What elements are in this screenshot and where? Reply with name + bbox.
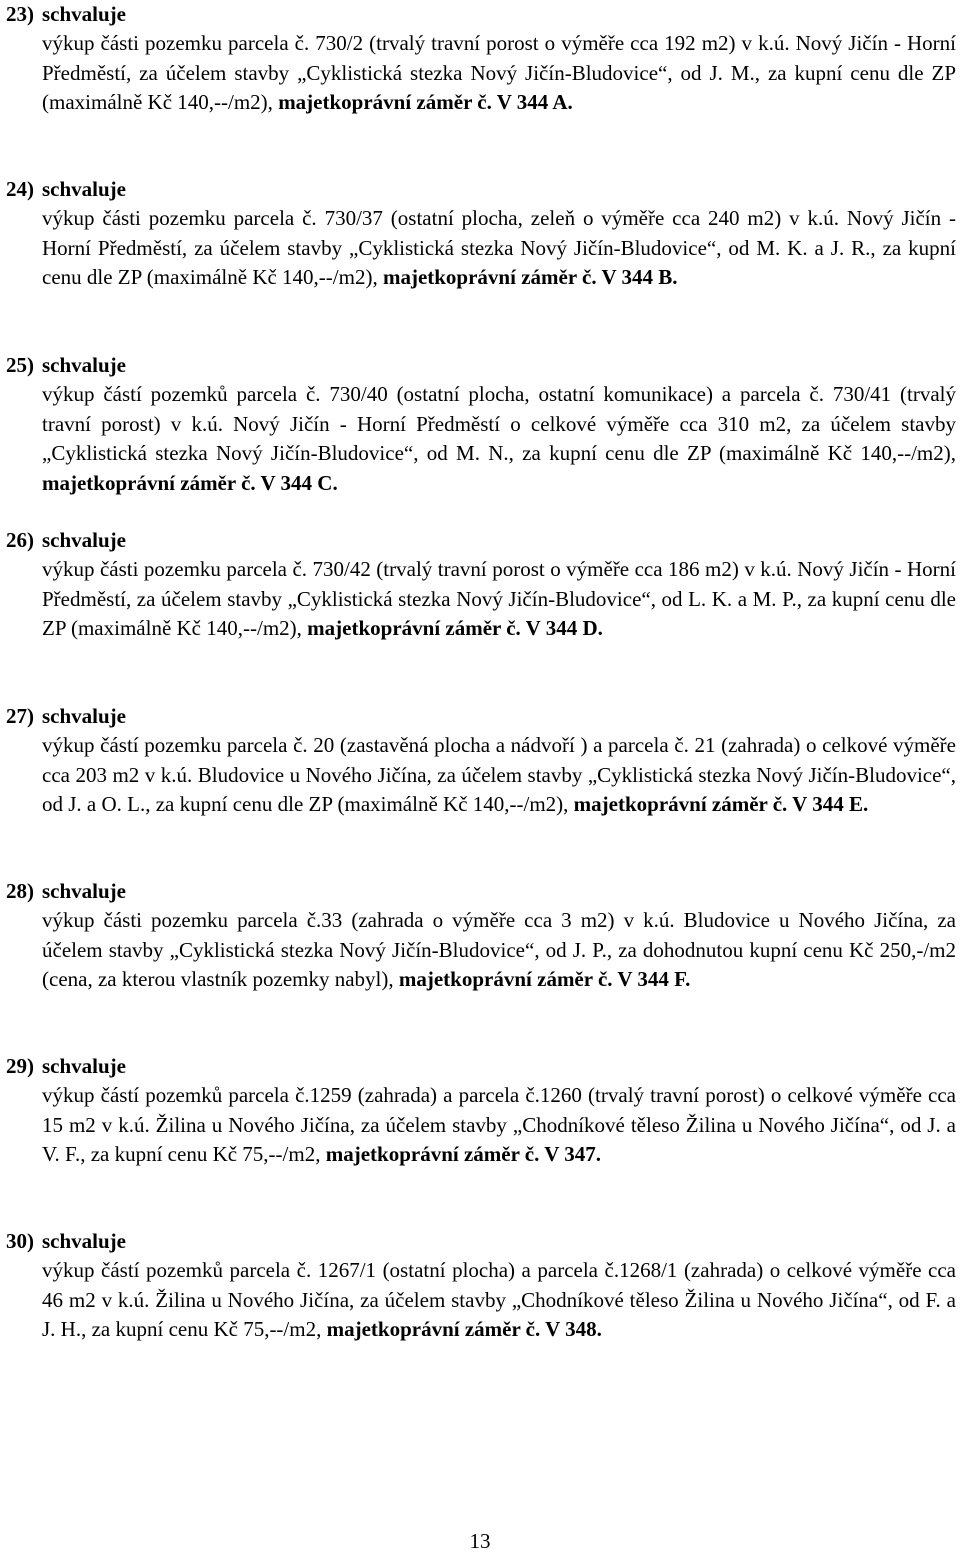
resolution-item-26 bbox=[6, 526, 956, 644]
item-heading bbox=[6, 702, 956, 731]
item-heading bbox=[6, 0, 956, 29]
item-body: výkup části pozemku parcela č. 730/2 (trvalý travní porost o výměře cca 192 m2) v k.ú. Nový Jičín - Horní Předměstí, za účelem stavby „Cyklistická stezka Nový Jičín-Bludovice“, od J. M., za kupní cenu dle ZP (maximálně Kč 140,--/m2), bbox=[42, 31, 956, 114]
item-bold-reference: majetkoprávní záměr č. V 344 D. bbox=[307, 616, 603, 640]
item-body: výkup částí pozemků parcela č. 1267/1 (ostatní plocha) a parcela č.1268/1 (zahrada) o celkové výměře cca 46 m2 v k.ú. Žilina u Nového Jičína, za účelem stavby „Chodníkové těleso Žilina u Nového Jičína“, od F. a J. H., za kupní cenu Kč 75,--/m2, bbox=[42, 1258, 956, 1341]
resolution-item-23 bbox=[6, 0, 956, 118]
page-number: 13 bbox=[469, 1529, 491, 1553]
item-verb: schvaluje bbox=[42, 1229, 126, 1253]
item-text bbox=[42, 555, 956, 644]
resolution-item-30 bbox=[6, 1227, 956, 1345]
item-heading bbox=[6, 351, 956, 380]
item-number: 27) bbox=[6, 704, 34, 728]
item-verb: schvaluje bbox=[42, 353, 126, 377]
item-text bbox=[42, 1256, 956, 1345]
item-verb: schvaluje bbox=[42, 1054, 126, 1078]
resolution-item-24 bbox=[6, 175, 956, 293]
item-body: výkup části pozemku parcela č.33 (zahrada o výměře cca 3 m2) v k.ú. Bludovice u Nového Jičína, za účelem stavby „Cyklistická stezka Nový Jičín-Bludovice“, od J. P., za dohodnutou kupní cenu Kč 250,-/m2 (cena, za kterou vlastník pozemky nabyl), bbox=[42, 908, 956, 991]
item-bold-reference: majetkoprávní záměr č. V 344 E. bbox=[573, 792, 869, 816]
item-number: 28) bbox=[6, 879, 34, 903]
item-body: výkup částí pozemku parcela č. 20 (zastavěná plocha a nádvoří ) a parcela č. 21 (zahrada) o celkové výměře cca 203 m2 v k.ú. Bludovice u Nového Jičína, za účelem stavby „Cyklistická stezka Nový Jičín-Bludovice“, od J. a O. L., za kupní cenu dle ZP (maximálně Kč 140,--/m2), bbox=[42, 733, 956, 816]
item-bold-reference: majetkoprávní záměr č. V 344 B. bbox=[382, 265, 678, 289]
item-verb: schvaluje bbox=[42, 2, 126, 26]
item-text bbox=[42, 731, 956, 820]
item-text bbox=[42, 1081, 956, 1170]
item-text bbox=[42, 906, 956, 995]
item-verb: schvaluje bbox=[42, 879, 126, 903]
item-bold-reference: majetkoprávní záměr č. V 344 C. bbox=[42, 470, 338, 495]
item-number: 26) bbox=[6, 528, 34, 552]
item-verb: schvaluje bbox=[42, 177, 126, 201]
item-bold-reference: majetkoprávní záměr č. V 344 A. bbox=[278, 90, 573, 114]
item-bold-reference: majetkoprávní záměr č. V 344 F. bbox=[398, 967, 691, 991]
item-verb: schvaluje bbox=[42, 528, 126, 552]
item-body: výkup části pozemku parcela č. 730/42 (trvalý travní porost o výměře cca 186 m2) v k.ú. Nový Jičín - Horní Předměstí, za účelem stavby „Cyklistická stezka Nový Jičín-Bludovice“, od L. K. a M. P., za kupní cenu dle ZP (maximálně Kč 140,--/m2), bbox=[42, 557, 956, 640]
item-heading bbox=[6, 877, 956, 906]
item-number: 29) bbox=[6, 1054, 34, 1078]
resolution-item-27 bbox=[6, 702, 956, 820]
item-heading bbox=[6, 1052, 956, 1081]
item-heading bbox=[6, 526, 956, 555]
resolution-item-25 bbox=[6, 351, 956, 498]
item-bold-reference: majetkoprávní záměr č. V 348. bbox=[326, 1317, 602, 1341]
resolution-item-29 bbox=[6, 1052, 956, 1170]
item-number: 30) bbox=[6, 1229, 34, 1253]
item-body: výkup částí pozemků parcela č.1259 (zahrada) a parcela č.1260 (trvalý travní porost) o celkové výměře cca 15 m2 v k.ú. Žilina u Nového Jičína, za účelem stavby „Chodníkové těleso Žilina u Nového Jičína“, od J. a V. F., za kupní cenu Kč 75,--/m2, bbox=[42, 1083, 956, 1166]
item-text bbox=[42, 204, 956, 293]
item-text bbox=[42, 380, 956, 498]
item-heading bbox=[6, 175, 956, 204]
item-number: 25) bbox=[6, 353, 34, 377]
resolution-item-28 bbox=[6, 877, 956, 995]
item-bold-reference: majetkoprávní záměr č. V 347. bbox=[325, 1142, 602, 1166]
item-body: výkup částí pozemků parcela č. 730/40 (ostatní plocha, ostatní komunikace) a parcela č. 730/41 (trvalý travní porost) v k.ú. Nový Jičín - Horní Předměstí o celkové výměře cca 310 m2, za účelem stavby „Cyklistická stezka Nový Jičín-Bludovice“, od M. N., za kupní cenu dle ZP (maximálně Kč 140,--/m2), bbox=[42, 382, 956, 465]
item-verb: schvaluje bbox=[42, 704, 126, 728]
item-heading bbox=[6, 1227, 956, 1256]
item-number: 23) bbox=[6, 2, 34, 26]
item-text bbox=[42, 29, 956, 118]
item-number: 24) bbox=[6, 177, 34, 201]
item-body: výkup části pozemku parcela č. 730/37 (ostatní plocha, zeleň o výměře cca 240 m2) v k.ú. Nový Jičín - Horní Předměstí, za účelem stavby „Cyklistická stezka Nový Jičín-Bludovice“, od M. K. a J. R., za kupní cenu dle ZP (maximálně Kč 140,--/m2), bbox=[42, 206, 956, 289]
